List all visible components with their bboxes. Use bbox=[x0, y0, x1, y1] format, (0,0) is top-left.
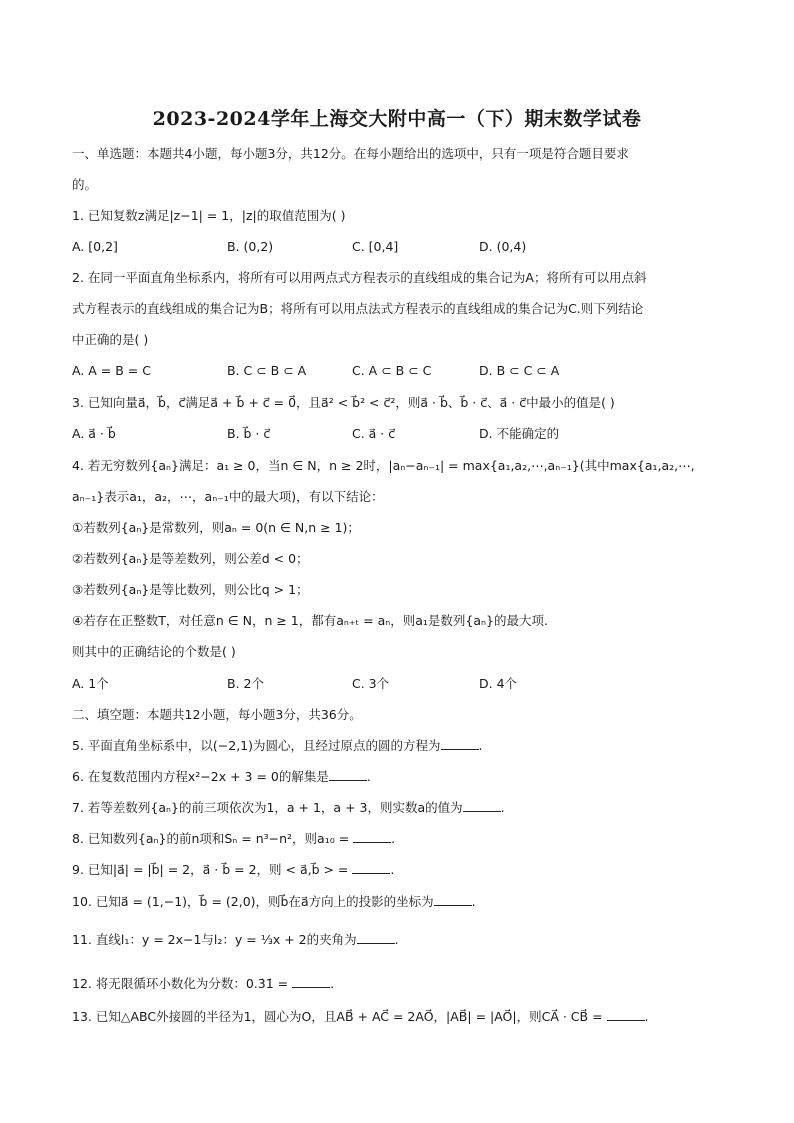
option-a: A. [0,2] bbox=[72, 239, 118, 254]
section-1-header-line-2: 的。 bbox=[72, 177, 98, 192]
option-a: A. a⃗ · b⃗ bbox=[72, 426, 116, 441]
question-4-line-2: aₙ₋₁}表示a₁，a₂，⋯，aₙ₋₁中的最大项)，有以下结论： bbox=[72, 489, 384, 504]
question-12: 12. 将无限循环小数化为分数：0.3̇1̇ = . bbox=[72, 976, 335, 991]
question-4-ask: 则其中的正确结论的个数是( ) bbox=[72, 644, 236, 659]
question-8: 8. 已知数列{aₙ}的前n项和Sₙ = n³−n²，则a₁₀ = . bbox=[72, 831, 396, 846]
option-a: A. 1个 bbox=[72, 676, 109, 691]
answer-blank[interactable] bbox=[353, 830, 391, 843]
option-a: A. A = B = C bbox=[72, 363, 151, 378]
answer-blank[interactable] bbox=[329, 768, 367, 781]
option-c: C. [0,4] bbox=[352, 239, 399, 254]
option-c: C. A ⊂ B ⊂ C bbox=[352, 363, 432, 378]
question-4-conclusion-3: ③若数列{aₙ}是等比数列，则公比q > 1； bbox=[72, 582, 309, 597]
answer-blank[interactable] bbox=[607, 1008, 645, 1021]
option-b: B. (0,2) bbox=[227, 239, 274, 254]
option-b: B. b⃗ · c⃗ bbox=[227, 426, 271, 441]
answer-blank[interactable] bbox=[292, 975, 330, 988]
question-4-conclusion-4: ④若存在正整数T，对任意n ∈ N，n ≥ 1，都有aₙ₊ₜ = aₙ，则a₁是数列{aₙ}的最大项. bbox=[72, 613, 548, 628]
answer-blank[interactable] bbox=[434, 893, 472, 906]
section-2-header: 二、填空题：本题共12小题，每小题3分，共36分。 bbox=[72, 707, 362, 722]
question-2-line-3: 中正确的是( ) bbox=[72, 332, 149, 347]
section-1-header-line-1: 一、单选题：本题共4小题，每小题3分，共12分。在每小题给出的选项中，只有一项是符合题目要求 bbox=[72, 146, 629, 161]
question-4-conclusion-2: ②若数列{aₙ}是等差数列，则公差d < 0； bbox=[72, 551, 309, 566]
answer-blank[interactable] bbox=[357, 931, 395, 944]
option-b: B. C ⊂ B ⊂ A bbox=[227, 363, 307, 378]
answer-blank[interactable] bbox=[441, 737, 479, 750]
question-5: 5. 平面直角坐标系中，以(−2,1)为圆心，且经过原点的圆的方程为 . bbox=[72, 738, 483, 753]
option-c: C. 3个 bbox=[352, 676, 390, 691]
question-6: 6. 在复数范围内方程x²−2x + 3 = 0的解集是 . bbox=[72, 769, 371, 784]
question-1-stem: 1. 已知复数z满足|z−1| = 1，|z|的取值范围为( ) bbox=[72, 208, 346, 223]
question-4-line-1: 4. 若无穷数列{aₙ}满足：a₁ ≥ 0，当n ∈ N，n ≥ 2时，|aₙ−aₙ₋₁| = max{a₁,a₂,⋯,aₙ₋₁}(其中max{a₁,a₂,⋯, bbox=[72, 458, 695, 473]
answer-blank[interactable] bbox=[463, 799, 501, 812]
option-d: D. 4个 bbox=[479, 676, 518, 691]
option-d: D. (0,4) bbox=[479, 239, 527, 254]
option-d: D. B ⊂ C ⊂ A bbox=[479, 363, 560, 378]
question-2-line-2: 式方程表示的直线组成的集合记为B；将所有可以用点法式方程表示的直线组成的集合记为C.则下列结论 bbox=[72, 301, 644, 316]
page-title: 2023-2024学年上海交大附中高一（下）期末数学试卷 bbox=[152, 108, 642, 130]
question-4-conclusion-1: ①若数列{aₙ}是常数列，则aₙ = 0(n ∈ N,n ≥ 1)； bbox=[72, 520, 360, 535]
question-10: 10. 已知a⃗ = (1,−1)，b⃗ = (2,0)，则b⃗在a⃗方向上的投影的坐标为 . bbox=[72, 894, 476, 909]
option-c: C. a⃗ · c⃗ bbox=[352, 426, 396, 441]
question-7: 7. 若等差数列{aₙ}的前三项依次为1，a + 1，a + 3，则实数a的值为 . bbox=[72, 800, 505, 815]
question-13: 13. 已知△ABC外接圆的半径为1，圆心为O，且AB⃗ + AC⃗ = 2AO⃗，|AB⃗| = |AO⃗|，则CA⃗ · CB⃗ = . bbox=[72, 1009, 649, 1024]
question-2-line-1: 2. 在同一平面直角坐标系内，将所有可以用两点式方程表示的直线组成的集合记为A；将所有可以用点斜 bbox=[72, 270, 647, 285]
option-b: B. 2个 bbox=[227, 676, 264, 691]
option-d: D. 不能确定的 bbox=[479, 426, 560, 441]
question-3-stem: 3. 已知向量a⃗，b⃗，c⃗满足a⃗ + b⃗ + c⃗ = 0⃗，且a⃗² < b⃗² < c⃗²，则a⃗ · b⃗、b⃗ · c⃗、a⃗ · c⃗中最小的值是( ) bbox=[72, 395, 615, 410]
question-11: 11. 直线l₁：y = 2x−1与l₂：y = ⅓x + 2的夹角为 . bbox=[72, 932, 399, 947]
answer-blank[interactable] bbox=[352, 861, 390, 874]
question-9: 9. 已知|a⃗| = |b⃗| = 2，a⃗ · b⃗ = 2，则 < a⃗,b⃗ > = . bbox=[72, 862, 395, 877]
